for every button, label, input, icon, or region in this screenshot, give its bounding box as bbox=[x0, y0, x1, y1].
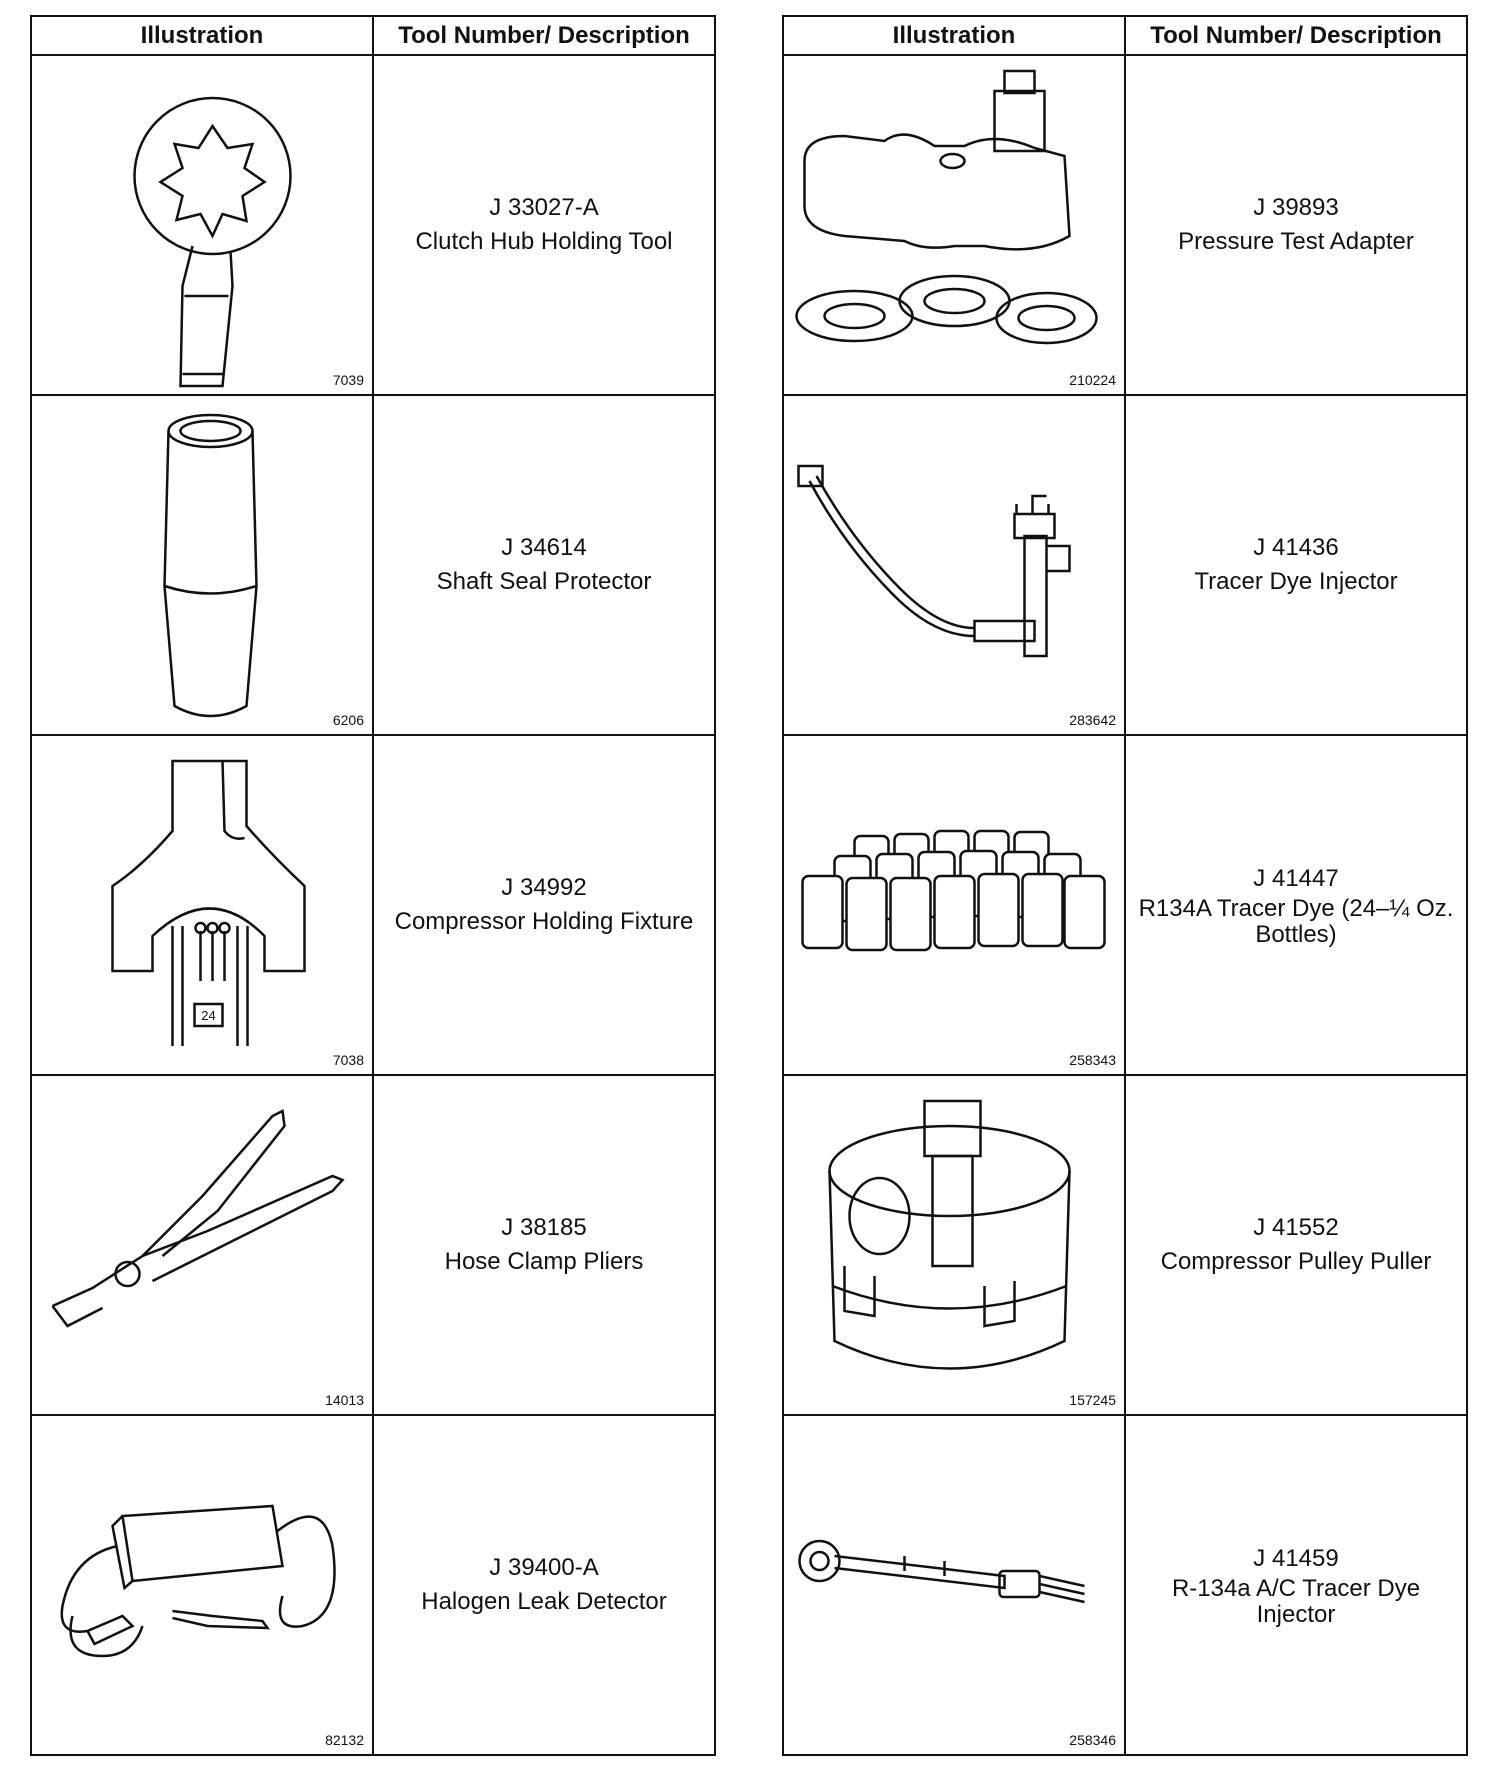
table-row bbox=[783, 735, 1467, 1075]
pressure-test-adapter-drawing bbox=[784, 56, 1124, 394]
tool-number: J 34614 bbox=[501, 534, 587, 561]
tool-description-header: Tool Number/ Description bbox=[373, 16, 715, 55]
figure-number: 7039 bbox=[332, 372, 364, 388]
tool-description-cell bbox=[1125, 735, 1467, 1075]
tool-number: J 41436 bbox=[1253, 534, 1339, 561]
tool-description: Tracer Dye Injector bbox=[1194, 568, 1398, 595]
tool-illustration-shaft-seal-protector bbox=[31, 395, 373, 735]
tool-illustration-ac-tracer-dye-injector bbox=[783, 1415, 1125, 1755]
compressor-pulley-puller-drawing bbox=[784, 1076, 1124, 1414]
figure-number: 82132 bbox=[325, 1732, 364, 1748]
tool-illustration-compressor-holding-fixture bbox=[31, 735, 373, 1075]
fixture-callout: 24 bbox=[201, 1008, 216, 1023]
figure-number: 210224 bbox=[1069, 372, 1116, 388]
table-row bbox=[783, 1075, 1467, 1415]
shaft-seal-protector-drawing bbox=[32, 396, 372, 734]
tool-number: J 41459 bbox=[1253, 1545, 1339, 1572]
tool-illustration-tracer-dye-injector bbox=[783, 395, 1125, 735]
table-row bbox=[31, 735, 715, 1075]
tracer-dye-bottles-drawing bbox=[784, 736, 1124, 1074]
table-row bbox=[31, 1075, 715, 1415]
tool-description-cell bbox=[373, 395, 715, 735]
tool-description: Compressor Pulley Puller bbox=[1160, 1248, 1432, 1275]
tool-number: J 34992 bbox=[501, 874, 587, 901]
figure-number: 258343 bbox=[1069, 1052, 1116, 1068]
figure-number: 258346 bbox=[1069, 1732, 1116, 1748]
tool-illustration-halogen-leak-detector bbox=[31, 1415, 373, 1755]
tool-number: J 38185 bbox=[501, 1214, 587, 1241]
table-row bbox=[31, 55, 715, 395]
tool-table-right bbox=[782, 15, 1468, 1756]
figure-number: 157245 bbox=[1069, 1392, 1116, 1408]
tool-description: Halogen Leak Detector bbox=[421, 1588, 667, 1615]
tool-number: J 41447 bbox=[1253, 865, 1339, 892]
figure-number: 6206 bbox=[332, 712, 364, 728]
table-row bbox=[783, 1415, 1467, 1755]
table-row bbox=[31, 1415, 715, 1755]
figure-number: 7038 bbox=[332, 1052, 364, 1068]
tool-description: Hose Clamp Pliers bbox=[444, 1248, 644, 1275]
tool-illustration-clutch-hub-holding-tool bbox=[31, 55, 373, 395]
tool-illustration-hose-clamp-pliers bbox=[31, 1075, 373, 1415]
tool-description-cell bbox=[1125, 55, 1467, 395]
tool-description: Compressor Holding Fixture bbox=[394, 908, 694, 935]
clutch-hub-holding-tool-drawing bbox=[32, 56, 372, 394]
tool-illustration-compressor-pulley-puller bbox=[783, 1075, 1125, 1415]
tool-description-cell bbox=[373, 735, 715, 1075]
tool-description: R134A Tracer Dye (24–¼ Oz. Bottles) bbox=[1138, 895, 1454, 948]
tool-number: J 41552 bbox=[1253, 1214, 1339, 1241]
tool-number: J 33027-A bbox=[489, 194, 599, 221]
ac-tracer-dye-injector-drawing bbox=[784, 1416, 1124, 1754]
halogen-leak-detector-drawing bbox=[32, 1416, 372, 1754]
tool-description-cell bbox=[373, 1075, 715, 1415]
illustration-header: Illustration bbox=[783, 16, 1125, 55]
tool-description-cell bbox=[1125, 395, 1467, 735]
tool-description: Shaft Seal Protector bbox=[436, 568, 652, 595]
hose-clamp-pliers-drawing bbox=[32, 1076, 372, 1414]
tool-description: R-134a A/C Tracer Dye Injector bbox=[1171, 1575, 1421, 1628]
tool-description-cell bbox=[1125, 1075, 1467, 1415]
tool-description: Clutch Hub Holding Tool bbox=[415, 228, 673, 255]
tool-illustration-pressure-test-adapter bbox=[783, 55, 1125, 395]
tool-description-cell bbox=[1125, 1415, 1467, 1755]
tool-table-left bbox=[30, 15, 716, 1756]
tracer-dye-injector-drawing bbox=[784, 396, 1124, 734]
tool-number: J 39893 bbox=[1253, 194, 1339, 221]
tool-description: Pressure Test Adapter bbox=[1178, 228, 1414, 255]
figure-number: 283642 bbox=[1069, 712, 1116, 728]
tool-description-header: Tool Number/ Description bbox=[1125, 16, 1467, 55]
compressor-holding-fixture-drawing bbox=[32, 736, 372, 1074]
illustration-header: Illustration bbox=[31, 16, 373, 55]
tool-description-cell bbox=[373, 1415, 715, 1755]
tool-number: J 39400-A bbox=[489, 1554, 599, 1581]
tool-description-cell bbox=[373, 55, 715, 395]
table-row bbox=[783, 395, 1467, 735]
table-row bbox=[31, 395, 715, 735]
figure-number: 14013 bbox=[325, 1392, 364, 1408]
tool-illustration-tracer-dye-bottles bbox=[783, 735, 1125, 1075]
table-row bbox=[783, 55, 1467, 395]
